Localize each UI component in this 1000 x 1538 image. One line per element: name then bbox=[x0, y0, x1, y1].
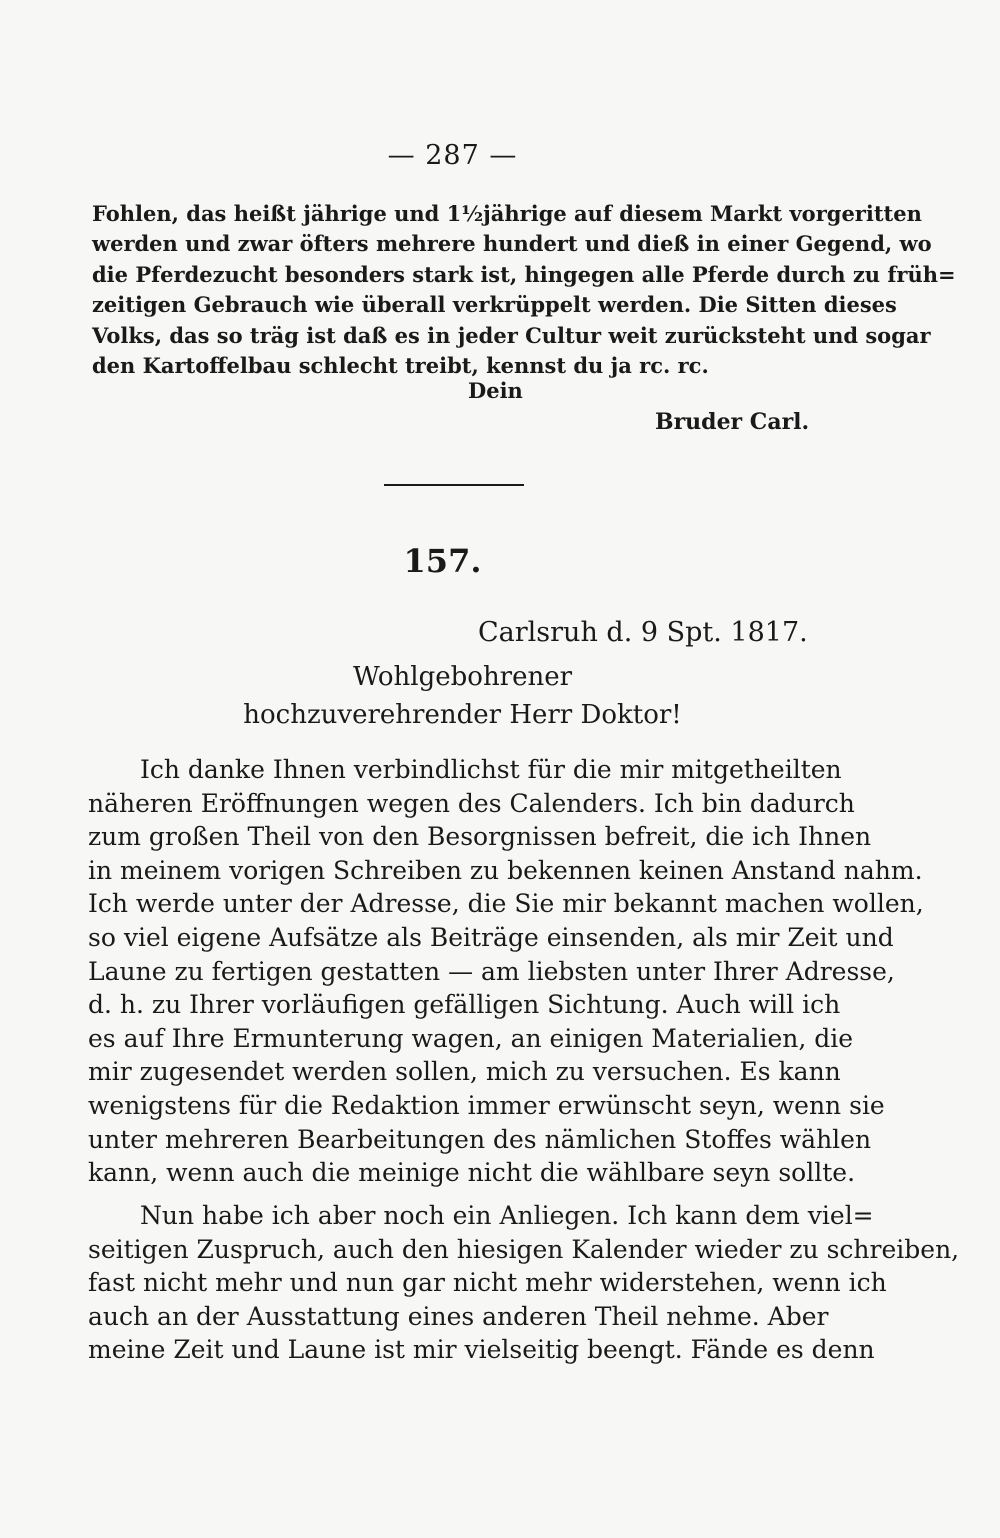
text-line: Ich danke Ihnen verbindlichst für die mir mitgetheilten bbox=[140, 755, 842, 784]
dateline: Carlsruh d. 9 Spt. 1817. bbox=[478, 617, 808, 648]
text-line: den Kartoffelbau schlecht treibt, kennst du ja rc. rc. bbox=[92, 352, 709, 378]
text-line: Volks, das so träg ist daß es in jeder Cultur weit zurücksteht und sogar bbox=[92, 322, 931, 348]
signature: Bruder Carl. bbox=[655, 409, 810, 435]
text-line: mir zugesendet werden sollen, mich zu versuchen. Es kann bbox=[88, 1057, 841, 1087]
letter-paragraph-1 bbox=[88, 753, 924, 1190]
text-line: wenigstens für die Redaktion immer erwünscht seyn, wenn sie bbox=[88, 1090, 885, 1120]
text-line: d. h. zu Ihrer vorläufigen gefälligen Sichtung. Auch will ich bbox=[88, 990, 841, 1020]
salutation-line-2: hochzuverehrender Herr Doktor! bbox=[243, 700, 682, 730]
text-line: Laune zu fertigen gestatten — am liebsten unter Ihrer Adresse, bbox=[88, 956, 895, 986]
text-line: die Pferdezucht besonders stark ist, hingegen alle Pferde durch zu früh= bbox=[92, 261, 956, 287]
previous-letter-ending bbox=[92, 199, 956, 381]
text-line: zum großen Theil von den Besorgnissen befreit, die ich Ihnen bbox=[88, 822, 872, 852]
text-line: in meinem vorigen Schreiben zu bekennen keinen Anstand nahm. bbox=[88, 855, 923, 885]
text-line: werden und zwar öfters mehrere hundert und dieß in einer Gegend, wo bbox=[92, 231, 932, 257]
text-line: meine Zeit und Laune ist mir vielseitig beengt. Fände es denn bbox=[88, 1335, 875, 1365]
letter-number: 157. bbox=[403, 542, 482, 580]
text-line: kann, wenn auch die meinige nicht die wählbare seyn sollte. bbox=[88, 1158, 856, 1188]
letter-paragraph-2 bbox=[88, 1199, 960, 1367]
salutation-line-1: Wohlgebohrener bbox=[352, 662, 573, 692]
text-line: näheren Eröffnungen wegen des Calenders. Ich bin dadurch bbox=[88, 788, 855, 818]
text-line: seitigen Zuspruch, auch den hiesigen Kalender wieder zu schreiben, bbox=[88, 1234, 960, 1264]
text-line: Fohlen, das heißt jährige und 1½jährige auf diesem Markt vorgeritten bbox=[92, 201, 922, 226]
text-line: unter mehreren Bearbeitungen des nämlichen Stoffes wählen bbox=[88, 1124, 872, 1154]
text-line: auch an der Ausstattung eines anderen Theil nehme. Aber bbox=[88, 1301, 829, 1331]
text-line: Nun habe ich aber noch ein Anliegen. Ich kann dem viel= bbox=[140, 1201, 874, 1230]
text-line: so viel eigene Aufsätze als Beiträge einsenden, als mir Zeit und bbox=[88, 922, 894, 952]
text-line: es auf Ihre Ermunterung wagen, an einigen Materialien, die bbox=[88, 1023, 854, 1053]
closing-word: Dein bbox=[468, 378, 523, 403]
section-divider bbox=[384, 484, 524, 486]
text-line: fast nicht mehr und nun gar nicht mehr widerstehen, wenn ich bbox=[88, 1268, 887, 1298]
text-line: zeitigen Gebrauch wie überall verkrüppelt werden. Die Sitten dieses bbox=[92, 292, 897, 318]
page-number: — 287 — bbox=[387, 140, 518, 171]
text-line: Ich werde unter der Adresse, die Sie mir bekannt machen wollen, bbox=[88, 889, 924, 919]
